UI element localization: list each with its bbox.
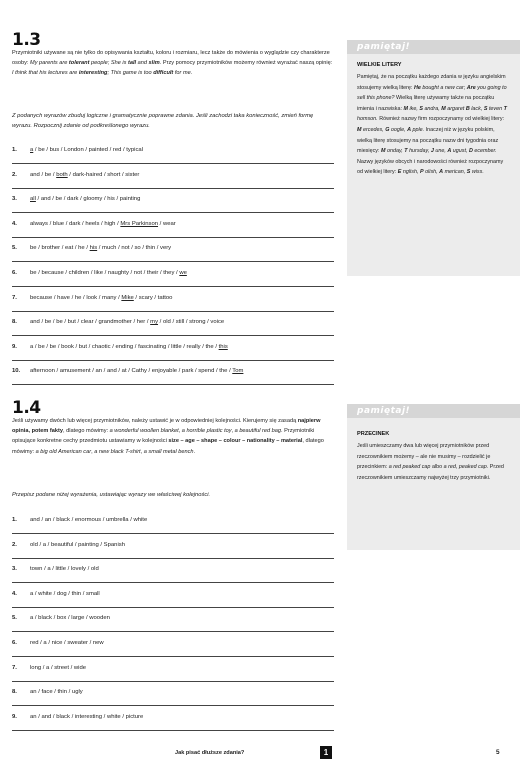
answer-line[interactable] bbox=[12, 212, 334, 213]
exercise-item bbox=[12, 269, 334, 277]
intro-text-run: , bbox=[178, 428, 182, 435]
exercise-words bbox=[30, 688, 83, 696]
answer-line[interactable] bbox=[12, 188, 334, 189]
reminder-text-run: teven bbox=[488, 105, 504, 112]
exercise-item bbox=[12, 367, 334, 375]
exercise-number: 9. bbox=[12, 713, 17, 720]
reminder-text-run: M bbox=[380, 148, 386, 155]
intro-text-run: My parents are bbox=[30, 60, 69, 67]
exercise-words bbox=[30, 590, 100, 598]
exercise-number: 3. bbox=[12, 196, 17, 203]
intro-text-run: , bbox=[231, 428, 234, 435]
reminder-text-run: ike, bbox=[409, 105, 420, 112]
exercise-number: 3. bbox=[12, 566, 17, 573]
exercise-item bbox=[12, 713, 334, 721]
intro-text-run: ; This game is bbox=[107, 70, 143, 77]
reminder-text-run: Inaczej niż w języku polskim, wielką literę bbox=[357, 126, 495, 144]
intro-text-run: a big old American car bbox=[35, 448, 92, 455]
reminder-text-run: musimy – rozdzielić je przecinkiem: bbox=[357, 453, 491, 471]
exercise-item bbox=[12, 614, 334, 622]
exercise-prompt bbox=[12, 146, 334, 154]
reminder-text-run: przed rzeczownikiem możemy – ale nie bbox=[357, 443, 490, 460]
exercise-prompt bbox=[12, 664, 334, 672]
exercise-prompt bbox=[12, 195, 334, 203]
intro-text-run: . bbox=[159, 60, 163, 67]
exercise-item bbox=[12, 639, 334, 647]
start-word: a bbox=[30, 147, 34, 153]
start-word: Mrs Parkinson bbox=[120, 220, 159, 227]
exercise-prompt bbox=[12, 541, 334, 549]
word-list: a / white / dog / thin / small bbox=[30, 590, 100, 597]
reminder-text-run: S bbox=[483, 105, 488, 112]
reminder-text-run: ugust, bbox=[452, 148, 468, 155]
exercise-words bbox=[30, 146, 143, 154]
intro-text-run: , dlatego mówimy: bbox=[62, 428, 110, 435]
word-list: / and / be / dark / gloomy / his / painting bbox=[35, 196, 141, 203]
exercise-number: 8. bbox=[12, 689, 17, 696]
reminder-body bbox=[357, 72, 507, 178]
answer-line[interactable] bbox=[12, 558, 334, 559]
word-list: always / blue / dark / heels / high / bbox=[30, 220, 121, 227]
reminder-text-run: P bbox=[419, 169, 424, 176]
reminder-text-run: T bbox=[404, 148, 408, 155]
intro-text-run: . Przymiotniki opisujące konkretne cechy przedmiotu ustawiamy w kolejności bbox=[12, 428, 315, 445]
reminder-box-comma bbox=[347, 404, 520, 550]
word-list: afternoon / amusement / an / and / at / Cathy / enjoyable / park / spend / the / bbox=[30, 368, 233, 375]
answer-line[interactable] bbox=[12, 582, 334, 583]
intro-text-run: and bbox=[136, 60, 149, 67]
start-word: Tom bbox=[232, 368, 244, 375]
word-list: be / because / children / like / naughty / not / their / they / bbox=[30, 270, 180, 276]
word-list: be / brother / eat / he / bbox=[30, 245, 90, 252]
start-word: his bbox=[89, 245, 98, 252]
exercise-prompt bbox=[12, 294, 334, 302]
exercise-item bbox=[12, 244, 334, 252]
answer-line[interactable] bbox=[12, 360, 334, 361]
reminder-tab-label: pamiętaj! bbox=[357, 406, 411, 416]
reminder-text-run: T bbox=[503, 105, 507, 112]
exercise-item bbox=[12, 541, 334, 549]
word-list: a / black / box / large / wooden bbox=[30, 615, 110, 622]
word-list: and / be / be / but / clear / grandmother / her / bbox=[30, 319, 151, 326]
reminder-text-run: hursday, bbox=[409, 148, 431, 155]
intro-text-run: tall bbox=[128, 60, 137, 67]
exercise-prompt bbox=[12, 688, 334, 696]
intro-text-run: interesting bbox=[78, 70, 108, 77]
intro-text-run: , bbox=[140, 448, 144, 455]
exercise-prompt bbox=[12, 343, 334, 351]
reminder-text-run: S bbox=[466, 169, 471, 176]
exercise-number: 5. bbox=[12, 245, 17, 252]
answer-line[interactable] bbox=[12, 607, 334, 608]
word-list: / dark-haired / short / sister bbox=[67, 171, 140, 178]
answer-line[interactable] bbox=[12, 311, 334, 312]
word-list: a / be / be / book / but / chaotic / ending / fascinating / little / really / the / bbox=[30, 343, 219, 350]
section-1-4-intro bbox=[12, 416, 334, 457]
reminder-text-run: Pamiętaj, że na początku każdego zdania bbox=[357, 74, 457, 80]
exercise-prompt bbox=[12, 269, 334, 277]
reminder-text-run: phone? bbox=[376, 95, 395, 102]
word-list: / old / still / strong / voice bbox=[158, 319, 225, 326]
reminder-text-run: J bbox=[430, 148, 434, 155]
reminder-text-run: He bbox=[413, 84, 421, 91]
word-list: long / a / street / wide bbox=[30, 664, 86, 671]
word-list: / wear bbox=[158, 220, 176, 227]
start-word: this bbox=[218, 343, 228, 350]
exercise-words bbox=[30, 639, 104, 647]
exercise-item bbox=[12, 294, 334, 302]
intro-text-run: przymiotników możemy również wyrażać naszą opinię: bbox=[196, 60, 333, 67]
word-list: red / a / nice / sweater / new bbox=[30, 640, 104, 646]
answer-line[interactable] bbox=[12, 261, 334, 262]
start-word: we bbox=[179, 270, 187, 276]
reminder-text-run: a red peaked cap bbox=[388, 464, 431, 471]
intro-text-run: Przymiotniki używane są nie tylko do opisywania kształtu, koloru i rozmiaru, lecz także do mówienia bbox=[12, 50, 259, 56]
intro-text-run: a wonderful woollen blanket bbox=[109, 428, 179, 435]
reminder-tab bbox=[347, 40, 520, 54]
reminder-tab-label: pamiętaj! bbox=[357, 42, 411, 52]
exercise-prompt bbox=[12, 244, 334, 252]
exercise-item bbox=[12, 343, 334, 351]
exercise-words bbox=[30, 343, 228, 351]
word-list: town / a / little / lovely / old bbox=[30, 566, 99, 573]
reminder-tab bbox=[347, 404, 520, 418]
exercise-item bbox=[12, 590, 334, 598]
intro-text-run: size – age bbox=[168, 438, 195, 445]
answer-line[interactable] bbox=[12, 656, 334, 657]
intro-text-run: . bbox=[193, 448, 196, 455]
answer-line[interactable] bbox=[12, 163, 334, 164]
reminder-text-run: Wielką literę używamy także na początku bbox=[395, 95, 495, 102]
reminder-text-run: imienia i nazwiska: bbox=[357, 105, 404, 112]
reminder-box-capital-letters bbox=[347, 40, 520, 276]
reminder-text-run: ecember. bbox=[474, 148, 497, 155]
exercise-item bbox=[12, 195, 334, 203]
reminder-text-run: w języku angielskim stosujemy wielką literę: bbox=[357, 74, 506, 91]
exercise-number: 8. bbox=[12, 319, 17, 326]
exercise-prompt bbox=[12, 639, 334, 647]
reminder-text-run: A bbox=[447, 148, 452, 155]
exercise-number: 2. bbox=[12, 171, 17, 178]
reminder-text-run: G bbox=[385, 126, 390, 133]
exercise-prompt bbox=[12, 614, 334, 622]
word-list: old / a / beautiful / painting / Spanish bbox=[30, 541, 125, 548]
intro-text-run: Jeśli używamy dwóch lub więcej przymiotników, należy ustawić je w odpowiedniej kolejności. Kierujemy się bbox=[12, 418, 277, 424]
exercise-number: 2. bbox=[12, 541, 17, 548]
exercise-number: 4. bbox=[12, 590, 17, 597]
reminder-text-run: Przed rzeczownikiem umieszczamy najwyżej bbox=[357, 464, 504, 481]
intro-text-run: Przy pomocy bbox=[162, 60, 196, 67]
intro-text-run: – shape – colour – nationality – material bbox=[196, 438, 303, 445]
reminder-text-run: merican, bbox=[444, 169, 467, 176]
section-1-4-instruction: Przepisz podane niżej wyrażenia, ustawiając wyrazy we właściwej kolejności. bbox=[12, 492, 211, 498]
reminder-text-run: M bbox=[403, 105, 408, 112]
reminder-text-run: M bbox=[357, 126, 362, 133]
reminder-text-run: M bbox=[441, 105, 446, 112]
exercise-words bbox=[30, 269, 187, 277]
reminder-text-run: litery: bbox=[491, 116, 505, 123]
start-word: both bbox=[56, 171, 68, 178]
footer-chapter-badge: 1 bbox=[320, 746, 332, 759]
exercise-words bbox=[30, 318, 224, 326]
reminder-text-run: Również nazwy firm rozpoczynamy od wielkiej bbox=[379, 116, 490, 123]
word-list: / scary / tattoo bbox=[133, 294, 173, 301]
exercise-words bbox=[30, 294, 172, 302]
intro-text-run: najpierw opinia, potem fakty bbox=[12, 418, 321, 435]
word-list: because / have / he / look / many / bbox=[30, 294, 122, 301]
reminder-text-run: olish, bbox=[425, 169, 438, 176]
reminder-text-run: argaret bbox=[447, 105, 465, 112]
reminder-text-run: Nazwy języków obcych i narodowości również bbox=[357, 158, 467, 165]
exercise-prompt bbox=[12, 367, 334, 375]
reminder-text-run: wiss. bbox=[471, 169, 484, 176]
exercise-item bbox=[12, 664, 334, 672]
exercise-words bbox=[30, 195, 140, 203]
word-list: an / and / black / interesting / white / picture bbox=[30, 713, 144, 720]
word-list: / be / bus / London / painted / red / typical bbox=[33, 147, 143, 153]
exercise-item bbox=[12, 146, 334, 154]
exercise-number: 5. bbox=[12, 615, 17, 622]
reminder-text-run: nglish, bbox=[402, 169, 420, 176]
intro-text-run: slim bbox=[148, 60, 160, 67]
answer-line[interactable] bbox=[12, 335, 334, 336]
section-number-1-3: 1.3 bbox=[12, 30, 41, 50]
reminder-text-run: you going to sell this bbox=[357, 84, 507, 102]
reminder-text-run: homson. bbox=[357, 116, 378, 123]
exercise-number: 6. bbox=[12, 270, 17, 276]
exercise-number: 9. bbox=[12, 343, 17, 350]
answer-line[interactable] bbox=[12, 631, 334, 632]
reminder-text-run: E bbox=[397, 169, 402, 176]
reminder-text-run: Are bbox=[466, 84, 476, 91]
word-list: / much / not / so / thin / very bbox=[97, 245, 172, 252]
intro-text-run: a bbox=[143, 448, 147, 455]
intro-text-run: , dlatego mówimy: bbox=[12, 438, 324, 455]
intro-text-run: I think that his lectures are bbox=[12, 70, 79, 77]
reminder-text-run: stosujemy na początku nazw dni tygodnia oraz bbox=[386, 137, 499, 144]
exercise-words bbox=[30, 614, 110, 622]
exercise-number: 1. bbox=[12, 517, 17, 523]
intro-text-run: a new black T-shirt bbox=[94, 448, 141, 455]
reminder-text-run: andra, bbox=[424, 105, 442, 112]
intro-text-run: small metal bench bbox=[148, 448, 194, 455]
section-1-3-intro bbox=[12, 48, 334, 79]
exercise-words bbox=[30, 565, 99, 573]
exercise-words bbox=[30, 516, 147, 524]
intro-text-run: o wyglądzie czy charakterze osoby: bbox=[12, 50, 330, 67]
intro-text-run: for me. bbox=[173, 70, 193, 77]
reminder-text-run: rozpoczynamy od wielkiej litery: bbox=[357, 158, 504, 176]
exercise-item bbox=[12, 565, 334, 573]
intro-text-run: people; She is bbox=[89, 60, 128, 67]
intro-text-run: a beautiful red bag bbox=[234, 428, 281, 435]
word-list: an / face / thin / ugly bbox=[30, 689, 83, 696]
exercise-words bbox=[30, 220, 176, 228]
footer-chapter-title: Jak pisać dłuższe zdania? bbox=[175, 750, 245, 756]
answer-line[interactable] bbox=[12, 681, 334, 682]
exercise-words bbox=[30, 171, 139, 179]
reminder-heading: PRZECINEK bbox=[357, 431, 390, 437]
exercise-number: 7. bbox=[12, 294, 17, 301]
exercise-prompt bbox=[12, 318, 334, 326]
reminder-text-run: ercedes, bbox=[363, 126, 386, 133]
exercise-number: 7. bbox=[12, 664, 17, 671]
exercise-number: 6. bbox=[12, 640, 17, 646]
reminder-text-run: a red, peaked cap. bbox=[443, 464, 489, 471]
reminder-text-run: trzy przymiotniki. bbox=[450, 474, 491, 481]
exercise-prompt bbox=[12, 565, 334, 573]
start-word: all bbox=[30, 196, 36, 203]
answer-line[interactable] bbox=[12, 533, 334, 534]
reminder-text-run: albo bbox=[431, 464, 443, 471]
reminder-text-run: A bbox=[439, 169, 444, 176]
exercise-number: 4. bbox=[12, 220, 17, 227]
exercise-prompt bbox=[12, 516, 334, 524]
start-word: Mike bbox=[121, 294, 134, 301]
reminder-text-run: D bbox=[468, 148, 473, 155]
exercise-words bbox=[30, 367, 243, 375]
intro-text-run: zasadą bbox=[278, 418, 298, 424]
exercise-item bbox=[12, 516, 334, 524]
reminder-text-run: pple. bbox=[412, 126, 425, 133]
answer-line[interactable] bbox=[12, 286, 334, 287]
word-list: and / an / black / enormous / umbrella / white bbox=[30, 517, 148, 523]
intro-text-run: , bbox=[91, 448, 95, 455]
reminder-text-run: bought a new car; bbox=[420, 84, 467, 91]
exercise-words bbox=[30, 244, 171, 252]
answer-line[interactable] bbox=[12, 705, 334, 706]
exercise-item bbox=[12, 688, 334, 696]
reminder-text-run: lack, bbox=[471, 105, 484, 112]
exercise-prompt bbox=[12, 171, 334, 179]
exercise-prompt bbox=[12, 590, 334, 598]
intro-text-run: difficult bbox=[153, 70, 174, 77]
exercise-words bbox=[30, 664, 86, 672]
reminder-text-run: une, bbox=[435, 148, 448, 155]
exercise-prompt bbox=[12, 220, 334, 228]
reminder-text-run: miesięcy: bbox=[357, 148, 381, 155]
intro-text-run: tolerant bbox=[68, 60, 90, 67]
reminder-text-run: A bbox=[407, 126, 411, 133]
section-number-1-4: 1.4 bbox=[12, 398, 41, 418]
reminder-text-run: S bbox=[419, 105, 423, 112]
exercise-item bbox=[12, 318, 334, 326]
exercise-prompt bbox=[12, 713, 334, 721]
reminder-heading: WIELKIE LITERY bbox=[357, 62, 402, 68]
reminder-text-run: onday, bbox=[386, 148, 405, 155]
answer-line[interactable] bbox=[12, 730, 334, 731]
reminder-text-run: Jeśli umieszczamy dwa lub więcej przymiotników bbox=[357, 443, 475, 449]
intro-text-run: a horrible plastic toy bbox=[181, 428, 232, 435]
exercise-item bbox=[12, 220, 334, 228]
answer-line[interactable] bbox=[12, 384, 334, 385]
reminder-body bbox=[357, 441, 507, 483]
reminder-text-run: B bbox=[465, 105, 470, 112]
exercise-item bbox=[12, 171, 334, 179]
exercise-words bbox=[30, 713, 143, 721]
section-1-3-instruction: Z podanych wyrazów zbuduj logiczne i gramatycznie poprawne zdania. Jeśli zachodzi taka konieczność, zmień formę wyrazu. Rozpocznij zdanie od podkreślonego wyrazu. bbox=[12, 113, 314, 129]
start-word: my bbox=[150, 319, 159, 326]
answer-line[interactable] bbox=[12, 237, 334, 238]
exercise-words bbox=[30, 541, 125, 549]
page-number: 5 bbox=[496, 749, 500, 756]
exercise-number: 10. bbox=[12, 368, 21, 375]
exercise-number: 1. bbox=[12, 147, 17, 153]
word-list: and / be / bbox=[30, 171, 57, 178]
intro-text-run: too bbox=[143, 70, 154, 77]
reminder-text-run: oogle, bbox=[390, 126, 408, 133]
